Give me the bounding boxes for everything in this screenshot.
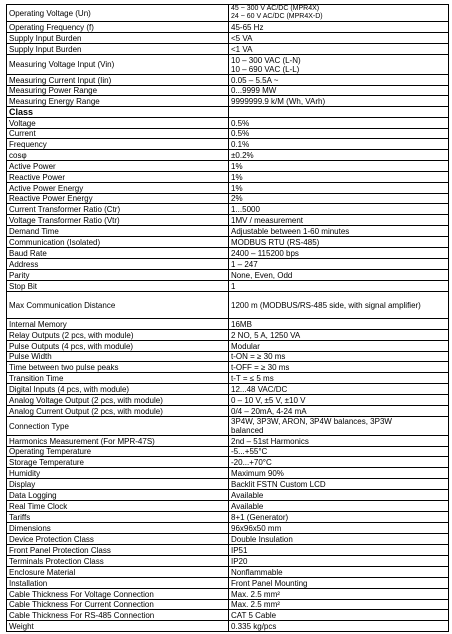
spec-label: Front Panel Protection Class [7,545,229,556]
spec-value: t-OFF = ≥ 30 ms [229,362,449,373]
spec-value: t-ON = ≥ 30 ms [229,352,449,362]
spec-label: Address [7,259,229,270]
spec-row [7,96,449,107]
spec-value-line: 10 – 300 VAC (L-N) [231,55,301,65]
spec-row [7,578,449,589]
spec-label: Digital Inputs (4 pcs, with module) [7,384,229,395]
spec-value: CAT 5 Cable [229,610,449,621]
spec-value: Maximum 90% [229,468,449,479]
spec-row [7,556,449,567]
spec-label: Relay Outputs (2 pcs, with module) [7,330,229,341]
spec-value: 2400 – 115200 bps [229,248,449,259]
spec-value: 2% [229,194,449,204]
spec-value: Front Panel Mounting [229,578,449,589]
spec-value-line: 24 ~ 60 V AC/DC (MPR4X-D) [231,13,323,20]
spec-row [7,567,449,578]
spec-value: Adjustable between 1-60 minutes [229,226,449,237]
spec-value: Double Insulation [229,534,449,545]
spec-row [7,44,449,55]
spec-value: Backlit FSTN Custom LCD [229,479,449,490]
spec-table [6,4,449,632]
spec-label: Measuring Energy Range [7,96,229,107]
spec-label: Enclosure Material [7,567,229,578]
spec-row [7,512,449,523]
spec-row [7,204,449,215]
spec-row [7,237,449,248]
spec-label: Baud Rate [7,248,229,259]
spec-label: Active Power Energy [7,183,229,194]
spec-label: Communication (Isolated) [7,237,229,248]
spec-row [7,523,449,534]
spec-row [7,22,449,33]
spec-row [7,150,449,161]
spec-label: Dimensions [7,523,229,534]
spec-label: Time between two pulse peaks [7,362,229,373]
spec-value: 8+1 (Generator) [229,512,449,523]
spec-value-line: 3P4W, 3P3W, ARON, 3P4W balances, 3P3W [231,417,392,426]
spec-value: 1...5000 [229,204,449,215]
spec-row [7,226,449,237]
spec-value: 0...9999 MW [229,86,449,96]
spec-value: Max. 2.5 mm² [229,600,449,610]
spec-value: Max. 2.5 mm² [229,589,449,600]
spec-value: MODBUS RTU (RS-485) [229,237,449,248]
spec-label: Stop Bit [7,281,229,292]
spec-row [7,118,449,129]
spec-value [229,5,449,22]
spec-row [7,55,449,75]
spec-value: 12...48 VAC/DC [229,384,449,395]
spec-label: Frequency [7,139,229,150]
spec-value: 1200 m (MODBUS/RS-485 side, with signal amplifier) [229,292,449,319]
spec-label: Installation [7,578,229,589]
spec-row [7,384,449,395]
spec-row [7,417,449,436]
spec-label: Cable Thickness For RS-485 Connection [7,610,229,621]
spec-row [7,545,449,556]
spec-row [7,292,449,319]
spec-value-line: 10 – 690 VAC (L-L) [231,64,300,74]
spec-value [229,417,449,436]
spec-value: Nonflammable [229,567,449,578]
spec-value: t-T = ≤ 5 ms [229,373,449,384]
spec-value: IP20 [229,556,449,567]
spec-label: Max Communication Distance [7,292,229,319]
spec-row [7,341,449,352]
spec-label: Operating Voltage (Un) [7,5,229,22]
spec-label: Connection Type [7,417,229,436]
spec-table-body [7,5,449,632]
spec-value: 0 – 10 V, ±5 V, ±10 V [229,395,449,406]
spec-value: 1% [229,183,449,194]
spec-value: 0.1% [229,139,449,150]
spec-label: Active Power [7,161,229,172]
spec-label: Voltage [7,118,229,129]
spec-row [7,248,449,259]
spec-row [7,490,449,501]
spec-value: 16MB [229,319,449,330]
spec-value: -20...+70°C [229,457,449,468]
spec-label: Reactive Power [7,172,229,183]
spec-row [7,33,449,44]
spec-row [7,86,449,96]
spec-label: Reactive Power Energy [7,194,229,204]
spec-row [7,373,449,384]
spec-label: Measuring Power Range [7,86,229,96]
spec-row [7,457,449,468]
spec-value: ±0.2% [229,150,449,161]
spec-row [7,183,449,194]
spec-label: Display [7,479,229,490]
spec-value: -5...+55°C [229,447,449,457]
spec-value: 1 – 247 [229,259,449,270]
spec-label: Operating Temperature [7,447,229,457]
spec-value [229,107,449,118]
spec-row [7,610,449,621]
spec-label: Operating Frequency (f) [7,22,229,33]
spec-label: Terminals Protection Class [7,556,229,567]
spec-row [7,107,449,118]
spec-row [7,395,449,406]
spec-row [7,436,449,447]
spec-row [7,75,449,86]
spec-label: Data Logging [7,490,229,501]
spec-value: IP51 [229,545,449,556]
spec-row [7,479,449,490]
spec-label: Current Transformer Ratio (Ctr) [7,204,229,215]
spec-value: 2 NO, 5 A, 1250 VA [229,330,449,341]
spec-value: <1 VA [229,44,449,55]
spec-row [7,139,449,150]
spec-row [7,600,449,610]
spec-row [7,468,449,479]
spec-row [7,194,449,204]
spec-value [229,55,449,75]
spec-label: Pulse Outputs (4 pcs, with module) [7,341,229,352]
spec-row [7,330,449,341]
spec-label: Tariffs [7,512,229,523]
spec-row [7,352,449,362]
spec-value-line: 45 ~ 300 V AC/DC (MPR4X) [231,5,320,12]
spec-row [7,172,449,183]
spec-value: Modular [229,341,449,352]
spec-value: 1% [229,172,449,183]
spec-label: Internal Memory [7,319,229,330]
spec-value: 0.05 – 5.5A ~ [229,75,449,86]
spec-label: Class [7,107,229,118]
spec-value: 1MV / measurement [229,215,449,226]
spec-label: Current [7,129,229,139]
spec-label: Storage Temperature [7,457,229,468]
spec-label: cosφ [7,150,229,161]
spec-row [7,621,449,632]
spec-label: Measuring Current Input (Iin) [7,75,229,86]
spec-row [7,319,449,330]
spec-row [7,5,449,22]
spec-value: 1 [229,281,449,292]
spec-row [7,501,449,512]
spec-label: Parity [7,270,229,281]
spec-label: Demand Time [7,226,229,237]
spec-row [7,259,449,270]
spec-label: Analog Voltage Output (2 pcs, with module) [7,395,229,406]
spec-label: Voltage Transformer Ratio (Vtr) [7,215,229,226]
spec-row [7,270,449,281]
spec-value: 0/4 – 20mA, 4-24 mA [229,406,449,417]
spec-label: Pulse Width [7,352,229,362]
spec-row [7,215,449,226]
spec-label: Supply Input Burden [7,44,229,55]
spec-label: Cable Thickness For Current Connection [7,600,229,610]
spec-label: Transition Time [7,373,229,384]
spec-row [7,534,449,545]
spec-value: 0.5% [229,118,449,129]
spec-row [7,161,449,172]
spec-value: 1% [229,161,449,172]
spec-label: Cable Thickness For Voltage Connection [7,589,229,600]
spec-label: Harmonics Measurement (For MPR-47S) [7,436,229,447]
spec-label: Weight [7,621,229,632]
spec-value: <5 VA [229,33,449,44]
spec-value: Available [229,490,449,501]
spec-row [7,406,449,417]
spec-value: 96x96x50 mm [229,523,449,534]
spec-row [7,589,449,600]
spec-label: Measuring Voltage Input (Vin) [7,55,229,75]
spec-value: 0.5% [229,129,449,139]
spec-value: 45-65 Hz [229,22,449,33]
spec-row [7,362,449,373]
spec-value-line: balanced [231,426,264,435]
spec-value: None, Even, Odd [229,270,449,281]
spec-value: Available [229,501,449,512]
spec-label: Analog Current Output (2 pcs, with module) [7,406,229,417]
spec-label: Real Time Clock [7,501,229,512]
spec-label: Supply Input Burden [7,33,229,44]
spec-value: 2nd – 51st Harmonics [229,436,449,447]
spec-row [7,447,449,457]
spec-value: 9999999.9 k/M (Wh, VArh) [229,96,449,107]
spec-row [7,281,449,292]
spec-label: Device Protection Class [7,534,229,545]
spec-label: Humidity [7,468,229,479]
spec-row [7,129,449,139]
spec-value: 0.335 kg/pcs [229,621,449,632]
